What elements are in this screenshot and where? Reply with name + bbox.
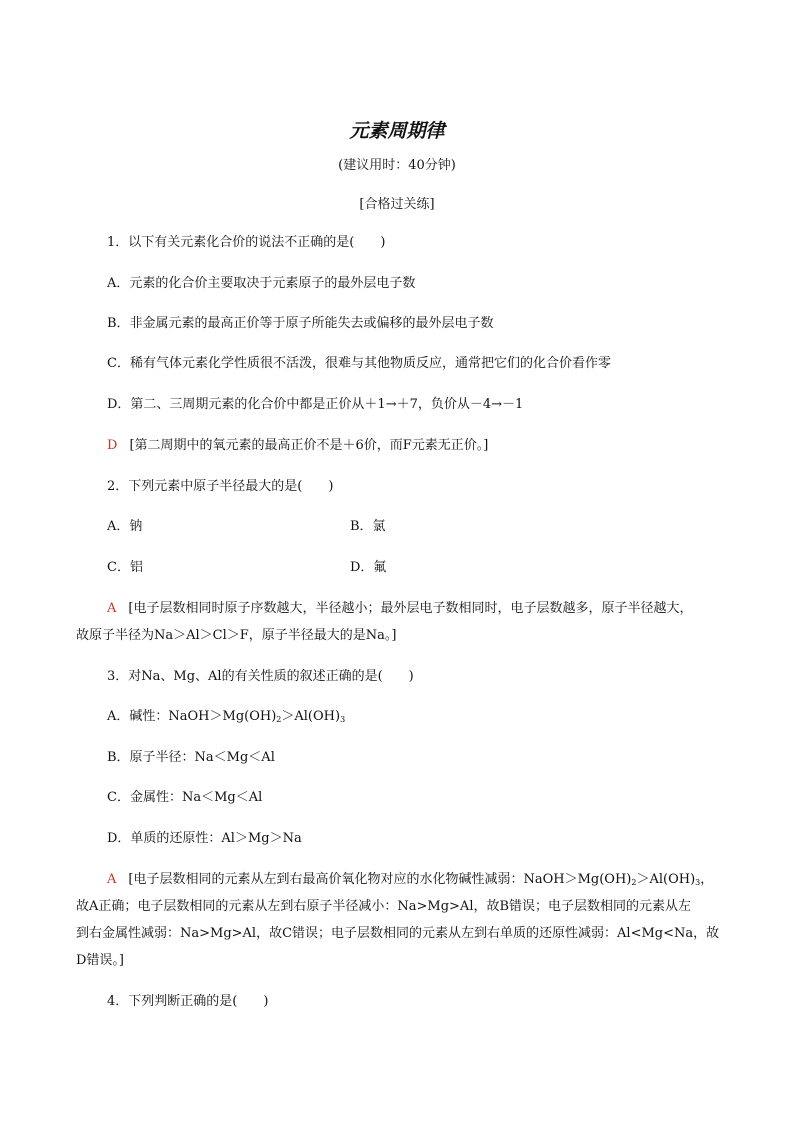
q2-option-c: C．铝	[107, 560, 143, 575]
q3-option-d: D．单质的还原性：Al＞Mg＞Na	[107, 831, 302, 846]
q3-option-c: C．金属性：Na＜Mg＜Al	[107, 790, 263, 805]
q3-answer: A	[107, 872, 117, 887]
q2-explanation-line-2: 故原子半径为Na＞Al＞Cl＞F，原子半径最大的是Na。]	[76, 628, 397, 643]
q3-option-a-part-2: ＞Al(OH)	[281, 709, 341, 724]
q3-stem: 3．对Na、Mg、Al的有关性质的叙述正确的是( )	[107, 669, 414, 684]
q3-explanation-part-2: ＞Al(OH)	[636, 872, 696, 887]
q2-option-d: D．氟	[350, 560, 387, 575]
q2-stem: 2．下列元素中原子半径最大的是( )	[107, 479, 334, 494]
q2-answer: A	[107, 601, 117, 616]
time-suggestion: (建议用时：40分钟)	[338, 158, 456, 173]
q3-explanation-part-3: ，	[700, 872, 714, 887]
q3-option-a-subscript-2: 3	[340, 715, 346, 724]
q3-explanation-part-1: [电子层数相同的元素从左到右最高价氧化物对应的水化物碱性减弱：NaOH＞Mg(OH)	[128, 872, 632, 887]
page-title: 元素周期律	[349, 120, 445, 142]
q3-explanation-subscript-1: 2	[631, 878, 637, 887]
q3-explanation-subscript-2: 3	[695, 878, 701, 887]
section-heading: [合格过关练]	[359, 197, 435, 212]
q3-explanation-line-2: 故A正确；电子层数相同的元素从左到右原子半径减小：Na>Mg>Al，故B错误；电子层数相同的元素从左	[76, 899, 692, 914]
q2-option-b: B．氯	[350, 519, 386, 534]
q2-options-row-2	[107, 559, 707, 577]
q2-explanation	[107, 600, 692, 618]
q3-explanation-line-3: 到右金属性减弱：Na>Mg>Al，故C错误；电子层数相同的元素从左到右单质的还原性减弱：Al<Mg<Na，故	[76, 926, 720, 941]
q3-explanation	[107, 871, 713, 892]
q3-option-a-subscript-1: 2	[276, 715, 282, 724]
q3-option-a	[107, 708, 345, 729]
q3-explanation-line-4: D错误。]	[76, 953, 124, 968]
q3-option-a-part-1: A．碱性：NaOH＞Mg(OH)	[107, 709, 277, 724]
q1-answer: D	[107, 438, 118, 453]
q1-option-c: C．稀有气体元素化学性质很不活泼，很难与其他物质反应，通常把它们的化合价看作零	[107, 356, 611, 371]
q1-option-b: B．非金属元素的最高正价等于原子所能失去或偏移的最外层电子数	[107, 316, 494, 331]
q1-explanation	[107, 437, 488, 455]
q2-option-a: A．钠	[107, 519, 143, 534]
q3-option-b: B．原子半径：Na＜Mg＜Al	[107, 750, 275, 765]
q1-option-a: A．元素的化合价主要取决于元素原子的最外层电子数	[107, 276, 416, 291]
q4-stem: 4．下列判断正确的是( )	[107, 994, 269, 1009]
q2-explanation-line-1: [电子层数相同时原子序数越大，半径越小；最外层电子数相同时，电子层数越多，原子半径越大，	[128, 601, 693, 616]
q1-stem: 1．以下有关元素化合价的说法不正确的是( )	[107, 235, 386, 250]
q1-option-d: D．第二、三周期元素的化合价中都是正价从＋1→＋7，负价从－4→－1	[107, 397, 524, 412]
q2-options-row-1	[107, 518, 707, 536]
q1-explanation-text: [第二周期中的氧元素的最高正价不是＋6价，而F元素无正价。]	[129, 438, 489, 453]
